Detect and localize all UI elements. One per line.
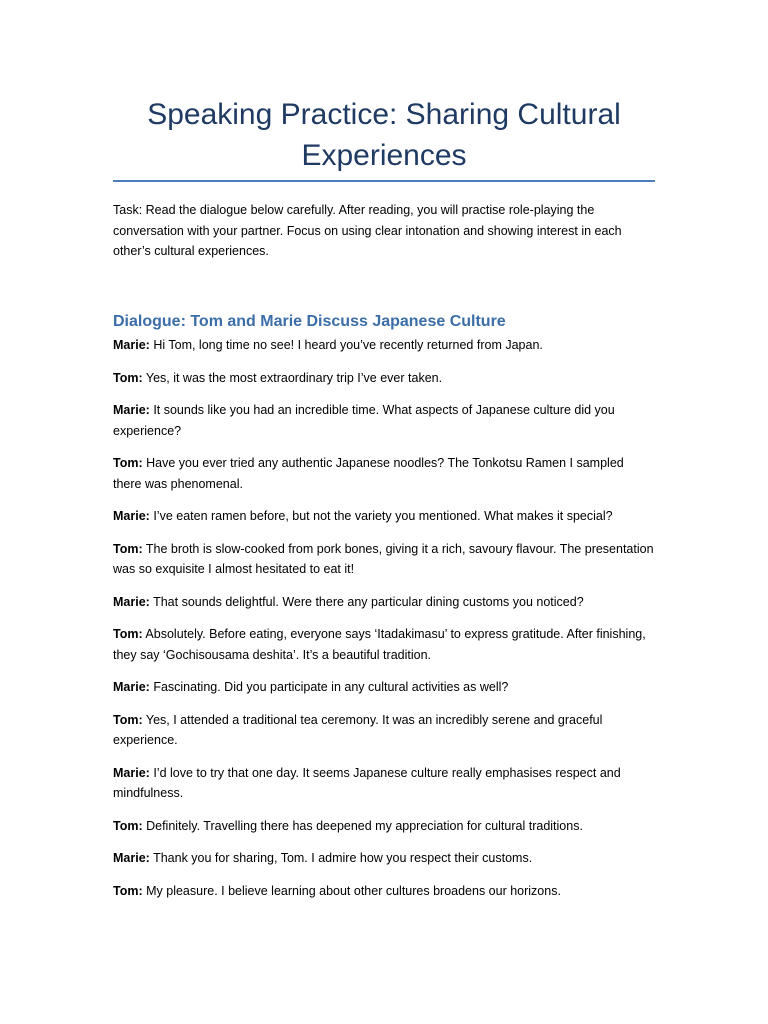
speaker-name: Tom:: [113, 541, 143, 556]
speaker-name: Marie:: [113, 765, 150, 780]
page-title: Speaking Practice: Sharing Cultural Experiences: [147, 98, 621, 172]
speaker-name: Tom:: [113, 712, 143, 727]
utterance-text: Hi Tom, long time no see! I heard you’ve recently returned from Japan.: [153, 338, 543, 352]
speaker-name: Marie:: [113, 338, 150, 352]
utterance-text: I’d love to try that one day. It seems Japanese culture really emphasises respect and mindfulness.: [113, 765, 621, 800]
dialogue-line: [113, 624, 655, 665]
utterance-text: Thank you for sharing, Tom. I admire how you respect their customs.: [153, 851, 533, 865]
dialogue-line: [113, 710, 655, 751]
dialogue-line: [113, 506, 655, 527]
task-instructions: Task: Read the dialogue below carefully. After reading, you will practise role-playing the conversation with your partner. Focus on using clear intonation and showing interest in each other’s cultural experiences.: [113, 203, 622, 258]
dialogue-line: [113, 368, 655, 389]
speaker-name: Tom:: [113, 818, 143, 833]
dialogue-line: [113, 592, 655, 613]
utterance-text: Yes, I attended a traditional tea ceremony. It was an incredibly serene and graceful experience.: [113, 712, 603, 747]
utterance-text: That sounds delightful. Were there any particular dining customs you noticed?: [153, 594, 584, 609]
dialogue-list: [113, 335, 655, 913]
dialogue-line: [113, 848, 655, 869]
utterance-text: My pleasure. I believe learning about other cultures broadens our horizons.: [146, 883, 561, 898]
speaker-name: Tom:: [113, 627, 143, 641]
speaker-name: Marie:: [113, 851, 150, 865]
speaker-name: Marie:: [113, 680, 150, 694]
dialogue-line: [113, 335, 655, 356]
dialogue-line: [113, 881, 655, 902]
dialogue-line: [113, 453, 655, 494]
utterance-text: Definitely. Travelling there has deepened my appreciation for cultural traditions.: [146, 818, 583, 833]
speaker-name: Marie:: [113, 594, 150, 609]
utterance-text: Absolutely. Before eating, everyone says ‘Itadakimasu’ to express gratitude. After finishing, they say ‘Gochisousama deshita’. It’s a beautiful tradition.: [113, 627, 646, 662]
dialogue-line: [113, 400, 655, 441]
utterance-text: Yes, it was the most extraordinary trip I’ve ever taken.: [145, 370, 443, 385]
dialogue-heading: Dialogue: Tom and Marie Discuss Japanese Culture: [113, 313, 506, 330]
dialogue-line: [113, 763, 655, 804]
speaker-name: Marie:: [113, 403, 150, 417]
utterance-text: I’ve eaten ramen before, but not the variety you mentioned. What makes it special?: [153, 509, 613, 523]
utterance-text: Fascinating. Did you participate in any cultural activities as well?: [153, 680, 509, 694]
title-divider: [113, 180, 655, 182]
utterance-text: Have you ever tried any authentic Japanese noodles? The Tonkotsu Ramen I sampled there was phenomenal.: [113, 456, 624, 491]
utterance-text: It sounds like you had an incredible time. What aspects of Japanese culture did you experience?: [113, 403, 615, 438]
speaker-name: Tom:: [113, 456, 143, 470]
speaker-name: Marie:: [113, 509, 150, 523]
utterance-text: The broth is slow-cooked from pork bones, giving it a rich, savoury flavour. The presentation was so exquisite I almost hesitated to eat it!: [113, 541, 654, 576]
dialogue-line: [113, 816, 655, 837]
dialogue-line: [113, 539, 655, 580]
speaker-name: Tom:: [113, 883, 143, 898]
speaker-name: Tom:: [113, 370, 143, 385]
dialogue-line: [113, 677, 655, 698]
